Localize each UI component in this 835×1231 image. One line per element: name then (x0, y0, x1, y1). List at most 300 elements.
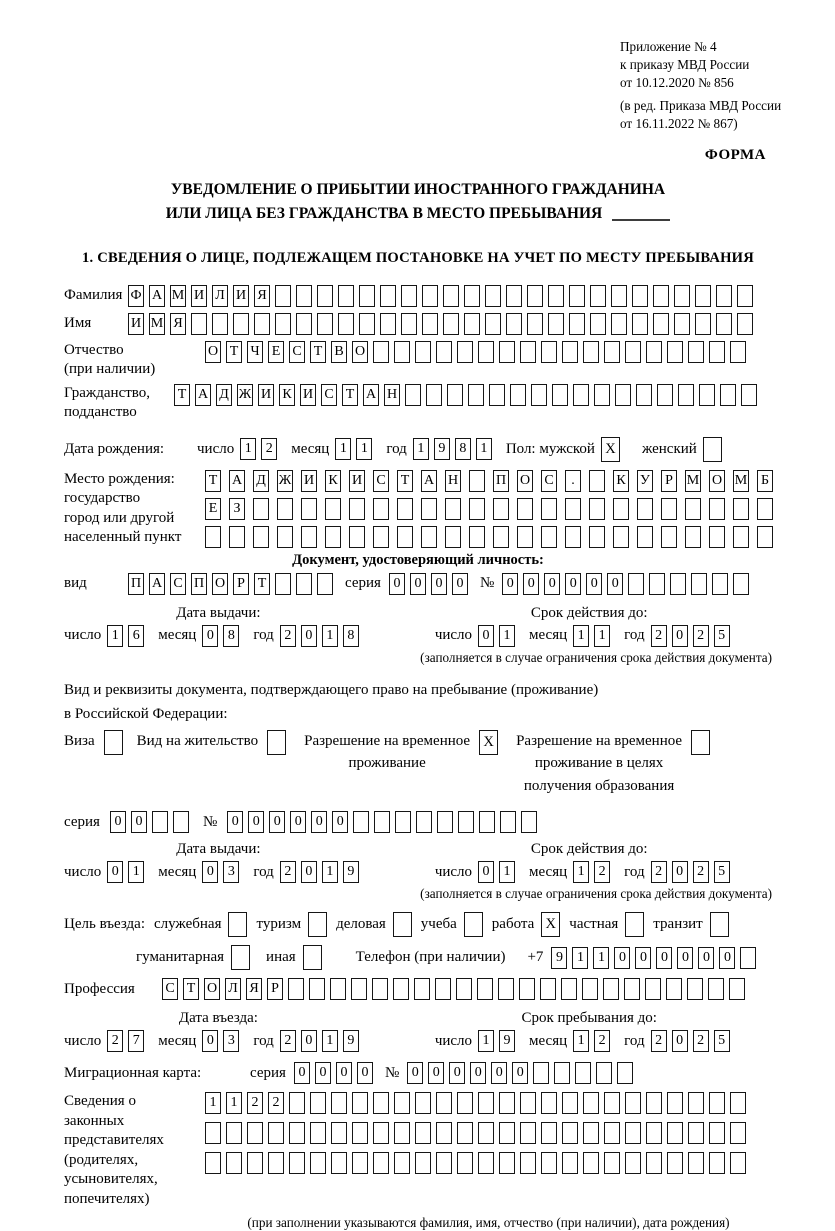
char-cell: И (191, 285, 207, 307)
char-cell (562, 1152, 578, 1174)
char-cell (569, 313, 585, 335)
char-cell (540, 978, 556, 1000)
char-cell: 0 (491, 1062, 507, 1084)
char-cell (730, 1122, 746, 1144)
birthplace-row (64, 470, 772, 548)
char-cell (394, 341, 410, 363)
char-cell: 5 (714, 861, 730, 883)
char-cell (457, 1152, 473, 1174)
purpose-option-work: работа X (492, 912, 561, 937)
char-cell (373, 1092, 389, 1114)
residence-permit-checkbox (267, 730, 286, 755)
stay-series-cells (110, 811, 189, 833)
char-cell (506, 313, 522, 335)
char-cell (277, 526, 293, 548)
migration-card-row (64, 1062, 772, 1084)
char-cell (226, 1122, 242, 1144)
char-cell (613, 498, 629, 520)
birthplace-cells-row3 (205, 526, 773, 548)
legal-reps-label: Сведения о законных представителях (родителях, усыновителях, попечителях) (64, 1093, 164, 1207)
doc-valid-month: месяц 1 1 (529, 625, 610, 647)
char-cell (611, 313, 627, 335)
char-cell (415, 1152, 431, 1174)
char-cell: 2 (651, 1030, 667, 1052)
char-cell (359, 313, 375, 335)
char-cell (173, 811, 189, 833)
char-cell (289, 1122, 305, 1144)
char-cell (589, 526, 605, 548)
char-cell: 9 (551, 947, 567, 969)
doc-number-label: № (479, 575, 495, 592)
char-cell: Р (267, 978, 283, 1000)
legal-reps-cells-row3 (205, 1152, 746, 1174)
char-cell (317, 573, 333, 595)
char-cell (247, 1152, 263, 1174)
char-cell (533, 1062, 549, 1084)
char-cell (615, 384, 631, 406)
char-cell (562, 1122, 578, 1144)
purpose-option-official: служебная (154, 912, 248, 937)
stay-until-heading: Срок пребывания до: (521, 1010, 657, 1027)
char-cell: 0 (332, 811, 348, 833)
char-cell: А (421, 470, 437, 492)
doc-series-cells (389, 573, 468, 595)
char-cell (737, 285, 753, 307)
entry-day: число 2 7 (64, 1030, 144, 1052)
stay-valid-year: год 2 0 2 5 (624, 861, 729, 883)
char-cell: 9 (343, 861, 359, 883)
birthplace-cells-block (205, 470, 773, 548)
char-cell: 1 (205, 1092, 221, 1114)
char-cell: 0 (478, 625, 494, 647)
char-cell (447, 384, 463, 406)
char-cell: 2 (594, 861, 610, 883)
char-cell (589, 470, 605, 492)
appendix-reference (620, 38, 835, 133)
char-cell: 2 (247, 1092, 263, 1114)
char-cell: С (289, 341, 305, 363)
char-cell: 1 (322, 861, 338, 883)
char-cell: 1 (573, 625, 589, 647)
char-cell (253, 498, 269, 520)
doc-validity-note: (заполняется в случае ограничения срока действия документа) (420, 649, 772, 665)
char-cell (733, 573, 749, 595)
form-title (64, 178, 772, 226)
char-cell (394, 1092, 410, 1114)
char-cell (478, 1092, 494, 1114)
char-cell (520, 1122, 536, 1144)
char-cell: А (149, 573, 165, 595)
char-cell: 0 (470, 1062, 486, 1084)
char-cell (436, 341, 452, 363)
char-cell (233, 313, 249, 335)
char-cell: Н (384, 384, 400, 406)
char-cell: 0 (202, 625, 218, 647)
char-cell: М (685, 470, 701, 492)
char-cell: 0 (544, 573, 560, 595)
char-cell (582, 978, 598, 1000)
char-cell: О (517, 470, 533, 492)
doc-issue-group (64, 605, 373, 647)
stay-validity-note: (заполняется в случае ограничения срока действия документа) (420, 886, 772, 902)
char-cell (596, 1062, 612, 1084)
char-cell: 0 (677, 947, 693, 969)
char-cell (353, 811, 369, 833)
char-cell (688, 1152, 704, 1174)
char-cell (296, 313, 312, 335)
char-cell (720, 384, 736, 406)
char-cell (670, 573, 686, 595)
char-cell: 1 (413, 438, 429, 460)
char-cell (541, 526, 557, 548)
char-cell (691, 573, 707, 595)
char-cell: 0 (698, 947, 714, 969)
char-cell: Я (246, 978, 262, 1000)
char-cell (646, 1152, 662, 1174)
char-cell: 0 (311, 811, 327, 833)
char-cell (416, 811, 432, 833)
char-cell (301, 526, 317, 548)
purpose-other-checkbox (303, 945, 322, 970)
char-cell (288, 978, 304, 1000)
char-cell: 0 (672, 625, 688, 647)
doc-valid-year: год 2 0 2 5 (624, 625, 729, 647)
section1-heading: 1. СВЕДЕНИЯ О ЛИЦЕ, ПОДЛЕЖАЩЕМ ПОСТАНОВКЕ НА УЧЕТ ПО МЕСТУ ПРЕБЫВАНИЯ (82, 249, 754, 266)
char-cell (548, 285, 564, 307)
char-cell: Ч (247, 341, 263, 363)
appendix-line: к приказу МВД России (620, 56, 750, 72)
char-cell (443, 285, 459, 307)
char-cell (637, 526, 653, 548)
char-cell (632, 285, 648, 307)
char-cell (757, 498, 773, 520)
char-cell: 0 (452, 573, 468, 595)
char-cell: 1 (322, 1030, 338, 1052)
purpose-option-transit: транзит (653, 912, 728, 937)
char-cell (687, 978, 703, 1000)
char-cell: Т (183, 978, 199, 1000)
char-cell (275, 285, 291, 307)
surname-label: Фамилия (64, 287, 123, 304)
char-cell (604, 341, 620, 363)
char-cell (688, 1122, 704, 1144)
char-cell: 0 (523, 573, 539, 595)
char-cell: 1 (128, 861, 144, 883)
char-cell (625, 1152, 641, 1174)
char-cell (646, 1092, 662, 1114)
char-cell (436, 1122, 452, 1144)
char-cell: 1 (107, 625, 123, 647)
char-cell (468, 384, 484, 406)
char-cell: 0 (131, 811, 147, 833)
char-cell: Т (342, 384, 358, 406)
citizenship-label: Гражданство, подданство (64, 384, 151, 421)
char-cell (415, 1122, 431, 1144)
char-cell (226, 1152, 242, 1174)
char-cell: Т (174, 384, 190, 406)
char-cell: С (321, 384, 337, 406)
char-cell (624, 978, 640, 1000)
char-cell: 2 (268, 1092, 284, 1114)
char-cell (205, 1152, 221, 1174)
entry-year: год 2 0 1 9 (253, 1030, 358, 1052)
char-cell (338, 285, 354, 307)
char-cell (561, 978, 577, 1000)
appendix-line: Приложение № 4 (620, 39, 717, 54)
char-cell: 2 (280, 625, 296, 647)
char-cell: Т (205, 470, 221, 492)
stay-number-label: № (202, 813, 218, 830)
citizenship-cells (174, 384, 757, 406)
stay-doc-intro-line1: Вид и реквизиты документа, подтверждающего право на пребывание (проживание) (64, 681, 599, 698)
stay-doc-intro-line2: в Российской Федерации: (64, 705, 228, 722)
char-cell (583, 341, 599, 363)
mk-series-cells (294, 1062, 373, 1084)
char-cell: Е (268, 341, 284, 363)
char-cell: О (205, 341, 221, 363)
char-cell (611, 285, 627, 307)
char-cell: 1 (594, 625, 610, 647)
char-cell: 0 (315, 1062, 331, 1084)
char-cell (310, 1092, 326, 1114)
char-cell (541, 498, 557, 520)
char-cell: 0 (449, 1062, 465, 1084)
char-cell (709, 1152, 725, 1174)
char-cell (541, 1122, 557, 1144)
char-cell: 0 (478, 861, 494, 883)
char-cell: 0 (428, 1062, 444, 1084)
char-cell: Т (397, 470, 413, 492)
char-cell (699, 384, 715, 406)
char-cell (277, 498, 293, 520)
char-cell: 0 (410, 573, 426, 595)
char-cell: Р (661, 470, 677, 492)
char-cell (636, 384, 652, 406)
char-cell: Р (233, 573, 249, 595)
birthdate-year: год 1 9 8 1 (386, 438, 491, 460)
patronymic-cells (205, 341, 746, 363)
char-cell (477, 978, 493, 1000)
char-cell: 1 (573, 1030, 589, 1052)
char-cell: Д (216, 384, 232, 406)
char-cell (730, 1092, 746, 1114)
stay-until-year: год 2 0 2 5 (624, 1030, 729, 1052)
char-cell (499, 1152, 515, 1174)
char-cell (397, 498, 413, 520)
gender-female-checkbox (703, 437, 722, 462)
char-cell (661, 498, 677, 520)
char-cell (594, 384, 610, 406)
char-cell (653, 313, 669, 335)
stay-valid-group (435, 841, 744, 883)
entry-purpose-row1 (64, 912, 772, 937)
char-cell: 2 (594, 1030, 610, 1052)
char-cell: Л (212, 285, 228, 307)
char-cell (646, 1122, 662, 1144)
char-cell (548, 313, 564, 335)
profession-row (64, 978, 772, 1000)
legal-reps-cells-row2 (205, 1122, 746, 1144)
char-cell: У (637, 470, 653, 492)
char-cell (437, 811, 453, 833)
stay-series-label: серия (64, 813, 100, 830)
char-cell (757, 526, 773, 548)
doc-issue-heading: Дата выдачи: (176, 604, 261, 621)
char-cell (456, 978, 472, 1000)
mk-number-cells (407, 1062, 633, 1084)
char-cell: 1 (572, 947, 588, 969)
char-cell (331, 1122, 347, 1144)
identity-doc-row (64, 573, 772, 595)
char-cell: 0 (672, 1030, 688, 1052)
char-cell (617, 1062, 633, 1084)
char-cell: Т (254, 573, 270, 595)
char-cell: И (258, 384, 274, 406)
char-cell: П (128, 573, 144, 595)
legal-reps-cells-block (205, 1092, 746, 1174)
char-cell (590, 313, 606, 335)
char-cell: М (149, 313, 165, 335)
char-cell (733, 526, 749, 548)
char-cell (562, 341, 578, 363)
char-cell (604, 1152, 620, 1174)
char-cell: П (493, 470, 509, 492)
char-cell: 0 (586, 573, 602, 595)
char-cell (712, 573, 728, 595)
char-cell (457, 1122, 473, 1144)
char-cell: 9 (343, 1030, 359, 1052)
char-cell: З (229, 498, 245, 520)
char-cell (520, 1092, 536, 1114)
char-cell: С (162, 978, 178, 1000)
char-cell: . (565, 470, 581, 492)
char-cell (275, 313, 291, 335)
char-cell (351, 978, 367, 1000)
char-cell: И (128, 313, 144, 335)
char-cell: 2 (651, 625, 667, 647)
char-cell: И (233, 285, 249, 307)
char-cell (352, 1122, 368, 1144)
char-cell: 9 (499, 1030, 515, 1052)
char-cell (393, 978, 409, 1000)
char-cell (646, 341, 662, 363)
char-cell (730, 1152, 746, 1174)
stay-doc-dates (64, 841, 772, 883)
char-cell: 2 (693, 1030, 709, 1052)
char-cell (709, 1092, 725, 1114)
char-cell (301, 498, 317, 520)
phone-cells (551, 947, 756, 969)
char-cell: 0 (269, 811, 285, 833)
char-cell: 0 (672, 861, 688, 883)
entry-dates (64, 1010, 772, 1052)
char-cell (493, 498, 509, 520)
purpose-study-checkbox (464, 912, 483, 937)
char-cell (268, 1122, 284, 1144)
char-cell: 0 (502, 573, 518, 595)
birthdate-day: число 1 2 (197, 438, 277, 460)
char-cell (695, 285, 711, 307)
char-cell (338, 313, 354, 335)
char-cell: А (363, 384, 379, 406)
char-cell (517, 498, 533, 520)
char-cell (520, 341, 536, 363)
char-cell (479, 811, 495, 833)
char-cell: 0 (202, 861, 218, 883)
char-cell: 0 (110, 811, 126, 833)
char-cell: 0 (407, 1062, 423, 1084)
legal-reps-row (64, 1092, 772, 1209)
char-cell (469, 470, 485, 492)
char-cell (395, 811, 411, 833)
char-cell: 1 (499, 861, 515, 883)
stay-option-visa: Виза (64, 730, 123, 755)
char-cell: 1 (356, 438, 372, 460)
char-cell (709, 1122, 725, 1144)
stay-issue-heading: Дата выдачи: (176, 841, 261, 858)
firstname-label: Имя (64, 315, 92, 332)
purpose-tourism-checkbox (308, 912, 327, 937)
char-cell: 2 (261, 438, 277, 460)
doc-issue-year: год 2 0 1 8 (253, 625, 358, 647)
purpose-private-checkbox (625, 912, 644, 937)
char-cell (716, 285, 732, 307)
char-cell (229, 526, 245, 548)
char-cell (415, 341, 431, 363)
char-cell: 0 (336, 1062, 352, 1084)
doc-valid-day: число 0 1 (435, 625, 515, 647)
char-cell: О (352, 341, 368, 363)
char-cell (422, 285, 438, 307)
char-cell: 0 (431, 573, 447, 595)
char-cell (289, 1092, 305, 1114)
char-cell: Я (170, 313, 186, 335)
char-cell (708, 978, 724, 1000)
char-cell (637, 498, 653, 520)
char-cell (737, 313, 753, 335)
stay-option-residence-permit: Вид на жительство (137, 730, 286, 755)
char-cell: К (279, 384, 295, 406)
char-cell: 0 (107, 861, 123, 883)
char-cell (625, 1092, 641, 1114)
birthplace-cells-row1 (205, 470, 773, 492)
legal-reps-note: (при заполнении указываются фамилия, имя, отчество (при наличии), дата рождения) (247, 1215, 730, 1231)
char-cell: 0 (512, 1062, 528, 1084)
char-cell (531, 384, 547, 406)
char-cell (394, 1122, 410, 1144)
char-cell (667, 1122, 683, 1144)
char-cell (380, 313, 396, 335)
char-cell (191, 313, 207, 335)
char-cell (667, 1092, 683, 1114)
char-cell (520, 1152, 536, 1174)
char-cell: 0 (301, 861, 317, 883)
char-cell (372, 978, 388, 1000)
char-cell (445, 526, 461, 548)
char-cell (464, 313, 480, 335)
char-cell (373, 498, 389, 520)
char-cell (352, 1152, 368, 1174)
char-cell (506, 285, 522, 307)
surname-row (64, 285, 772, 307)
char-cell: Л (225, 978, 241, 1000)
char-cell (674, 313, 690, 335)
char-cell (247, 1122, 263, 1144)
char-cell (296, 285, 312, 307)
mk-series-label: серия (250, 1064, 286, 1081)
char-cell (527, 285, 543, 307)
char-cell (685, 526, 701, 548)
